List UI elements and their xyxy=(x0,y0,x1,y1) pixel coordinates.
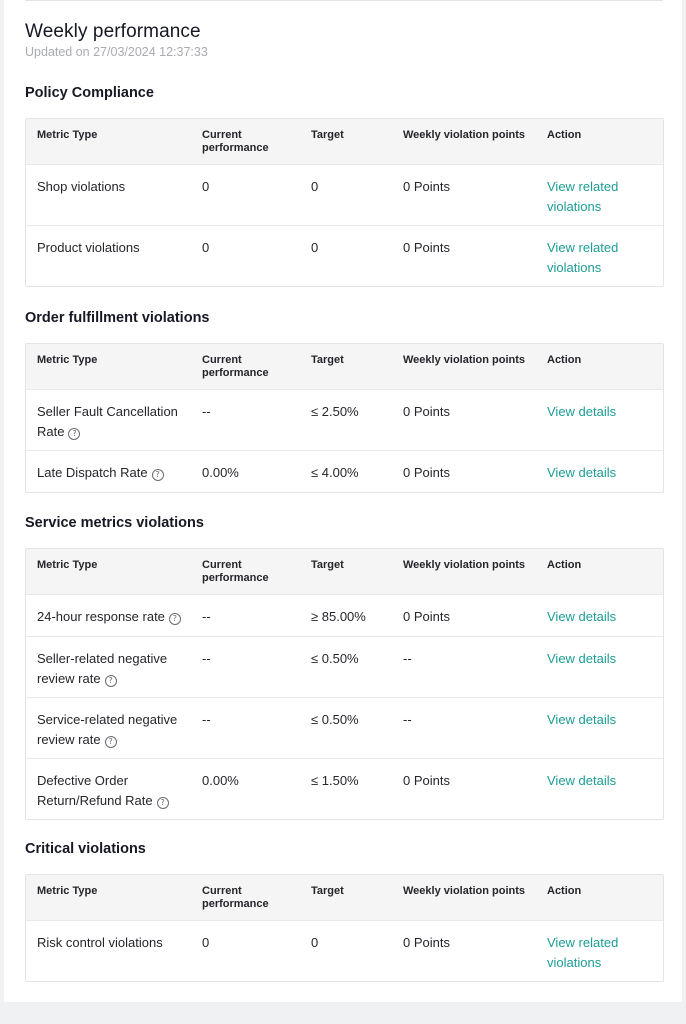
table-order-fulfillment xyxy=(25,343,664,493)
current-performance: 0 xyxy=(202,935,210,950)
section-title-service-metrics: Service metrics violations xyxy=(25,515,204,531)
table-header xyxy=(26,549,663,594)
metric-name: Seller Fault Cancellation Rate xyxy=(37,404,178,439)
metric-name: 24-hour response rate xyxy=(37,609,165,624)
metric-cell xyxy=(37,607,187,627)
target-value: ≤ 1.50% xyxy=(311,773,359,788)
column-header-current-performance: Current performance xyxy=(202,354,269,379)
metric-cell xyxy=(37,402,187,441)
metric-name: Product violations xyxy=(37,240,140,255)
current-performance: 0.00% xyxy=(202,465,239,480)
violation-points: 0 Points xyxy=(403,609,450,624)
violation-points: 0 Points xyxy=(403,404,450,419)
metric-cell xyxy=(37,710,187,749)
target-value: 0 xyxy=(311,935,319,950)
view-details-link[interactable]: View details xyxy=(547,651,617,666)
table-row xyxy=(26,164,663,225)
view-related-violations-link[interactable]: View related violations xyxy=(547,179,619,214)
metric-name: Late Dispatch Rate xyxy=(37,465,148,480)
column-header-weekly-violation-points: Weekly violation points xyxy=(403,354,526,366)
violation-points: 0 Points xyxy=(403,240,450,255)
current-performance: -- xyxy=(202,712,211,727)
table-service-metrics xyxy=(25,548,664,820)
column-header-current-performance: Current performance xyxy=(202,559,269,584)
current-performance: 0 xyxy=(202,179,210,194)
column-header-weekly-violation-points: Weekly violation points xyxy=(403,129,526,141)
table-header xyxy=(26,875,663,920)
violation-points: -- xyxy=(403,712,412,727)
metric-name: Service-related negative review rate xyxy=(37,712,178,747)
view-details-link[interactable]: View details xyxy=(547,404,617,419)
metric-cell xyxy=(37,649,187,688)
column-header-action: Action xyxy=(547,129,582,141)
target-value: ≤ 2.50% xyxy=(311,404,359,419)
table-row xyxy=(26,225,663,286)
violation-points: -- xyxy=(403,651,412,666)
violation-points: 0 Points xyxy=(403,935,450,950)
metric-cell xyxy=(37,463,187,483)
current-performance: 0 xyxy=(202,240,210,255)
metric-name: Risk control violations xyxy=(37,935,163,950)
current-performance: -- xyxy=(202,651,211,666)
target-value: 0 xyxy=(311,179,319,194)
column-header-weekly-violation-points: Weekly violation points xyxy=(403,885,526,897)
column-header-action: Action xyxy=(547,354,582,366)
target-value: ≤ 4.00% xyxy=(311,465,359,480)
target-value: ≤ 0.50% xyxy=(311,712,359,727)
view-details-link[interactable]: View details xyxy=(547,712,617,727)
current-performance: -- xyxy=(202,404,211,419)
table-policy-compliance xyxy=(25,118,664,287)
column-header-metric-type: Metric Type xyxy=(37,559,98,571)
metric-name: Defective Order Return/Refund Rate xyxy=(37,773,153,808)
table-row xyxy=(26,594,663,636)
help-icon[interactable]: ? xyxy=(105,675,117,687)
section-title-critical-violations: Critical violations xyxy=(25,841,146,857)
metric-name: Shop violations xyxy=(37,179,126,194)
help-icon[interactable]: ? xyxy=(152,469,164,481)
column-header-metric-type: Metric Type xyxy=(37,129,98,141)
column-header-current-performance: Current performance xyxy=(202,885,269,910)
column-header-current-performance: Current performance xyxy=(202,129,269,154)
column-header-action: Action xyxy=(547,885,582,897)
target-value: ≤ 0.50% xyxy=(311,651,359,666)
help-icon[interactable]: ? xyxy=(68,428,80,440)
section-title-policy-compliance: Policy Compliance xyxy=(25,85,154,101)
column-header-metric-type: Metric Type xyxy=(37,885,98,897)
violation-points: 0 Points xyxy=(403,179,450,194)
current-performance: 0.00% xyxy=(202,773,239,788)
table-row xyxy=(26,389,663,450)
table-row xyxy=(26,636,663,697)
table-row xyxy=(26,920,663,981)
view-details-link[interactable]: View details xyxy=(547,465,617,480)
divider xyxy=(25,0,663,1)
column-header-target: Target xyxy=(311,885,344,897)
view-related-violations-link[interactable]: View related violations xyxy=(547,935,619,970)
table-header xyxy=(26,344,663,389)
table-critical-violations xyxy=(25,874,664,982)
page-title: Weekly performance xyxy=(25,21,201,42)
table-row xyxy=(26,758,663,819)
view-details-link[interactable]: View details xyxy=(547,773,617,788)
section-title-order-fulfillment: Order fulfillment violations xyxy=(25,310,210,326)
view-related-violations-link[interactable]: View related violations xyxy=(547,240,619,275)
current-performance: -- xyxy=(202,609,211,624)
column-header-target: Target xyxy=(311,559,344,571)
metric-cell xyxy=(37,771,187,810)
column-header-action: Action xyxy=(547,559,582,571)
updated-timestamp: Updated on 27/03/2024 12:37:33 xyxy=(25,45,208,59)
view-details-link[interactable]: View details xyxy=(547,609,617,624)
help-icon[interactable]: ? xyxy=(169,613,181,625)
metric-name: Seller-related negative review rate xyxy=(37,651,168,686)
column-header-target: Target xyxy=(311,354,344,366)
target-value: 0 xyxy=(311,240,319,255)
table-row xyxy=(26,697,663,758)
help-icon[interactable]: ? xyxy=(105,736,117,748)
column-header-target: Target xyxy=(311,129,344,141)
target-value: ≥ 85.00% xyxy=(311,609,366,624)
table-row xyxy=(26,450,663,492)
column-header-weekly-violation-points: Weekly violation points xyxy=(403,559,526,571)
table-header xyxy=(26,119,663,164)
help-icon[interactable]: ? xyxy=(157,797,169,809)
weekly-performance-card xyxy=(4,0,682,1002)
column-header-metric-type: Metric Type xyxy=(37,354,98,366)
violation-points: 0 Points xyxy=(403,773,450,788)
violation-points: 0 Points xyxy=(403,465,450,480)
